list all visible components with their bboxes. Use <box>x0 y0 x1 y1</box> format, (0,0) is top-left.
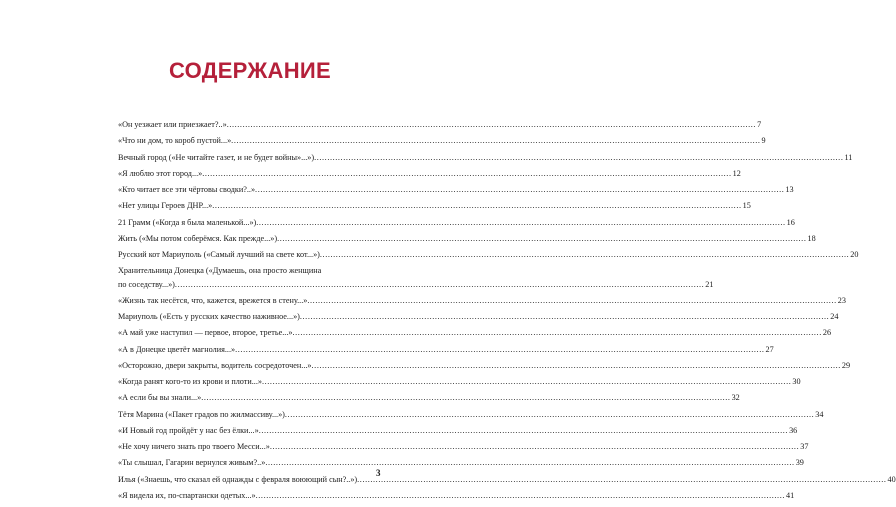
toc-leader <box>202 169 731 179</box>
toc-entry-page: 16 <box>786 217 795 227</box>
toc-entry <box>118 279 714 290</box>
toc-entry <box>118 233 816 244</box>
toc-entry-title: «Не хочу ничего знать про твоего Месси...» <box>118 442 270 451</box>
toc-entry-title: «Я люблю этот город...» <box>118 168 203 178</box>
toc-entry-title: Русский кот Мариуполь («Самый лучший на свете кот...») <box>118 250 320 259</box>
toc-leader <box>227 120 756 130</box>
toc-entry-page: 29 <box>841 360 851 370</box>
toc-entry <box>118 152 853 163</box>
toc-entry-page: 18 <box>807 233 816 243</box>
toc-entry-page: 23 <box>837 295 846 305</box>
toc-entry-page: 34 <box>815 409 824 419</box>
toc-entry <box>118 168 741 179</box>
toc-entry <box>118 312 839 322</box>
toc-entry <box>118 120 762 130</box>
toc-entry-page: 24 <box>830 312 839 321</box>
toc-entry <box>118 266 383 276</box>
toc-leader <box>314 153 843 163</box>
toc-entry-title: «Жизнь так несётся, что, кажется, врежется в стену...» <box>118 295 308 305</box>
toc-entry-page: 11 <box>844 152 853 162</box>
toc-leader <box>256 218 785 228</box>
toc-leader <box>259 426 788 436</box>
toc-entry-page: 39 <box>795 458 804 468</box>
toc-entry-page: 12 <box>732 168 741 178</box>
toc-entry-page: 27 <box>765 344 774 354</box>
toc-entry-title: Жить («Мы потом соберёмся. Как прежде...») <box>118 233 278 243</box>
toc-leader <box>292 328 821 338</box>
toc-entry-title: Вечный город («Не читайте газет, и не будет войны»...») <box>118 152 315 162</box>
toc-entry <box>118 474 896 485</box>
toc-entry <box>118 425 798 436</box>
toc-entry-title: «И Новый год пройдёт у нас без ёлки...» <box>118 425 259 435</box>
toc-entry <box>118 490 795 501</box>
toc-entry-page: 21 <box>705 279 714 289</box>
toc-entry <box>118 328 832 338</box>
toc-entry <box>118 458 804 468</box>
toc-leader <box>231 136 760 146</box>
toc-leader <box>265 458 794 468</box>
toc-entry <box>118 295 846 306</box>
page-title: СОДЕРЖАНИЕ <box>168 58 332 83</box>
toc-leader <box>357 475 886 485</box>
toc-entry <box>118 185 794 195</box>
toc-leader <box>255 185 784 195</box>
toc-leader <box>262 377 791 387</box>
toc-entry-title: Тётя Марина («Пакет градов по жилмассиву...») <box>118 409 285 419</box>
toc-entry <box>118 393 740 403</box>
toc-entry-page: 36 <box>789 425 798 435</box>
toc-entry-title: «Я видела их, по-спартански одетых...» <box>118 490 256 500</box>
toc-entry-title: «А если бы вы знали...» <box>118 393 202 403</box>
page-number: 3 <box>376 468 381 478</box>
toc-entry-title: Хранительница Донецка («Думаешь, она просто женщина <box>118 266 322 276</box>
toc-entry-title: Илья («Знаешь, что сказал ей однажды с февраля воюющий сын?..») <box>118 474 358 484</box>
toc-leader <box>277 234 806 244</box>
toc-entry-title: «Что ни дом, то короб пустой...» <box>118 136 232 146</box>
toc-leader <box>201 393 730 403</box>
toc-entry-page: 13 <box>785 185 794 194</box>
toc-entry-page: 20 <box>850 250 859 259</box>
toc-entry-title: «Ты слышал, Гагарин вернулся живым?..» <box>118 458 266 468</box>
toc-leader <box>256 491 785 501</box>
toc-entry <box>118 409 824 420</box>
toc-entry <box>118 250 859 260</box>
toc-leader <box>300 312 829 322</box>
toc-entry-page: 37 <box>800 442 809 451</box>
toc-entry <box>118 344 774 355</box>
toc-leader <box>235 345 764 355</box>
toc-entry-page: 7 <box>757 120 762 129</box>
toc-entry <box>118 442 809 452</box>
toc-entry <box>118 201 751 211</box>
toc-leader <box>285 410 814 420</box>
toc-entry-title: «Осторожно, двери закрыты, водитель сосредоточен...» <box>118 360 312 370</box>
toc-entry-page: 40 <box>887 474 896 484</box>
toc-entry-page: 15 <box>742 201 751 211</box>
toc-leader <box>270 442 799 452</box>
toc-leader <box>175 280 704 290</box>
toc-leader <box>312 361 841 371</box>
toc-entry-title: «Когда ранят кого-то из крови и плоти...» <box>118 377 262 386</box>
toc-entry-page: 26 <box>822 328 832 338</box>
toc-entry-page: 41 <box>786 490 795 500</box>
toc-leader <box>212 201 741 211</box>
toc-leader <box>320 250 849 260</box>
toc-entry <box>118 377 801 387</box>
toc-leader <box>307 296 836 306</box>
table-of-contents <box>118 120 896 507</box>
toc-entry-page: 32 <box>731 393 740 403</box>
toc-entry-title: «А в Донецке цветёт магнолия...» <box>118 344 236 354</box>
toc-entry-title: «Нет улицы Героев ДНР...» <box>118 201 213 211</box>
toc-entry-page: 9 <box>761 136 766 146</box>
toc-entry <box>118 136 766 146</box>
toc-entry-title: «А май уже наступил — первое, второе, третье...» <box>118 328 293 338</box>
toc-entry-page: 30 <box>792 377 801 386</box>
toc-entry <box>118 217 795 228</box>
toc-entry-title: 21 Грамм («Когда я была маленькой...») <box>118 217 257 227</box>
toc-entry-title: «Кто читает все эти чёртовы сводки?..» <box>118 185 256 194</box>
toc-entry-title: по соседству...») <box>118 279 175 289</box>
toc-entry-title: Мариуполь («Есть у русских качество наживное...») <box>118 312 300 321</box>
toc-entry <box>118 360 851 371</box>
toc-entry-title: «Он уезжает или приезжает?..» <box>118 120 227 129</box>
